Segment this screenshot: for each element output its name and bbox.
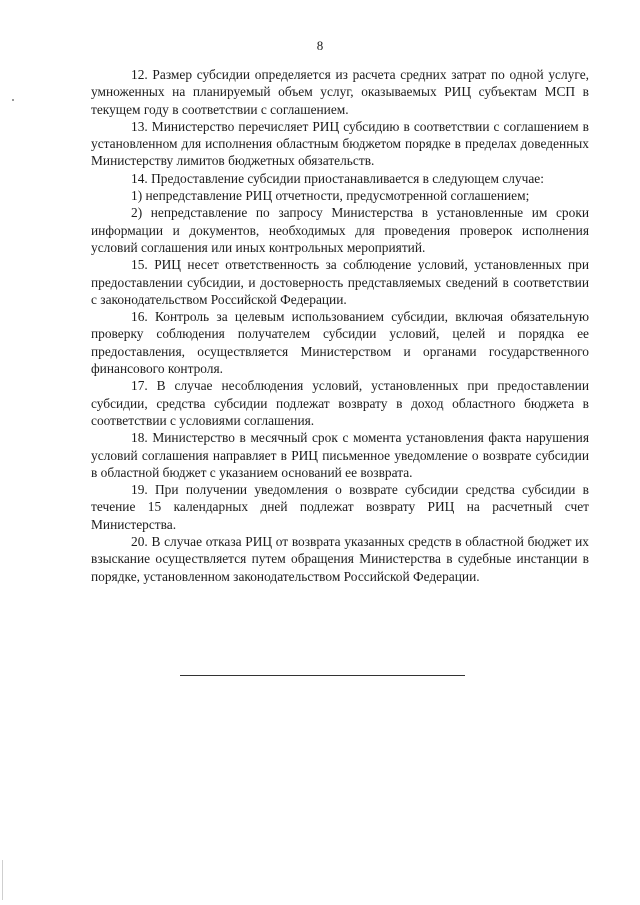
paragraph-14-item-1: 1) непредставление РИЦ отчетности, предусмотренной соглашением; [131, 188, 530, 204]
paragraph-14-item-2: 2) непредставление по запросу Министерства в установленные им сроки информации и документов, необходимых для проведения проверок исполнения условий соглашения или иных контрольных мероприятий. [91, 205, 589, 255]
paragraph-12: 12. Размер субсидии определяется из расчета средних затрат по одной услуге, умноженных на планируемый объем услуг, оказываемых РИЦ субъектам МСП в текущем году в соответствии с соглашением. [91, 67, 589, 117]
paragraph-15: 15. РИЦ несет ответственность за соблюдение условий, установленных при предоставлении субсидии, и достоверность представляемых сведений в соответствии с законодательством Российской Федерации. [91, 257, 589, 307]
paragraph-20: 20. В случае отказа РИЦ от возврата указанных средств в областной бюджет их взыскание осуществляется путем обращения Министерства в судебные инстанции в порядке, установленном законодательством Российской Федерации. [91, 534, 589, 584]
paragraph-14: 14. Предоставление субсидии приостанавливается в следующем случае: [131, 170, 544, 186]
paragraph-16: 16. Контроль за целевым использованием субсидии, включая обязательную проверку соблюдения получателем субсидии условий, целей и порядка ее предоставления, осуществляется Министерством и органами государственного финансового контроля. [91, 309, 589, 377]
paragraph-17: 17. В случае несоблюдения условий, установленных при предоставлении субсидии, средства субсидии подлежат возврату в доход областного бюджета в соответствии с условиями соглашения. [91, 378, 589, 428]
page-number: 8 [316, 38, 324, 53]
document-body [91, 66, 589, 585]
scan-speck [12, 99, 14, 101]
paragraph-13: 13. Министерство перечисляет РИЦ субсидию в соответствии с соглашением в установленном для исполнения областным бюджетом порядке в пределах доведенных Министерству лимитов бюджетных обязательств. [91, 118, 589, 169]
paragraph-19: 19. При получении уведомления о возврате субсидии средства субсидии в течение 15 календарных дней подлежат возврату РИЦ на расчетный счет Министерства. [91, 482, 589, 532]
paragraph-18: 18. Министерство в месячный срок с момента установления факта нарушения условий соглашения направляет в РИЦ письменное уведомление о возврате субсидии в областной бюджет с указанием оснований ее возврата. [91, 430, 589, 480]
closing-rule [180, 675, 465, 676]
scan-edge-mark [2, 860, 3, 900]
